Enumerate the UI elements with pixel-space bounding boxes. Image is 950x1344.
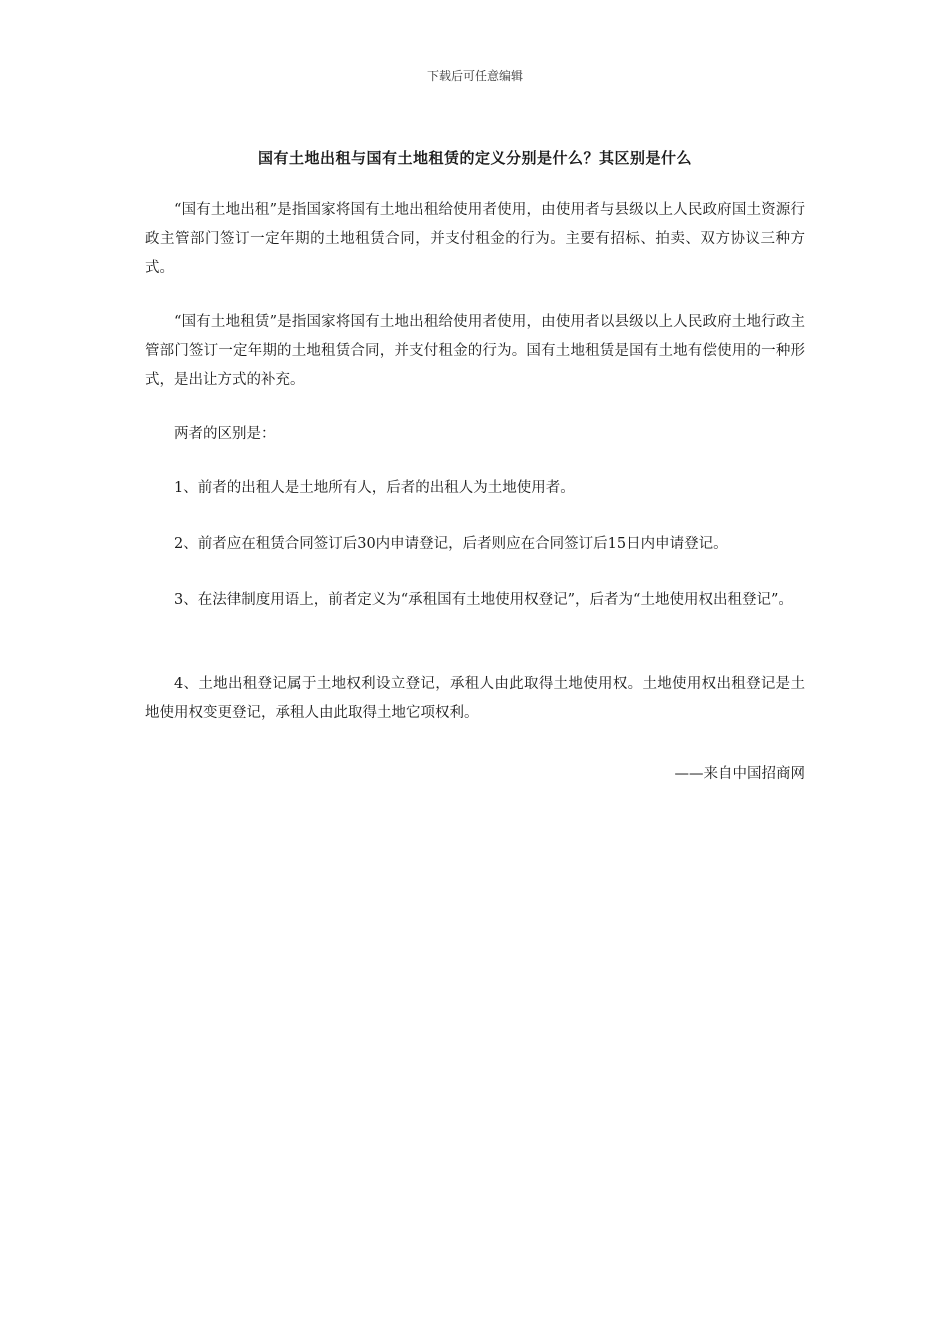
document-title: 国有土地出租与国有土地租赁的定义分别是什么？其区别是什么 [257,149,692,167]
paragraph-land-rental-definition: “国有土地出租”是指国家将国有土地出租给使用者使用，由使用者与县级以上人民政府国土资源行政主管部门签订一定年期的土地租赁合同，并支付租金的行为。主要有招标、拍卖、双方协议三种方式。 [145,202,805,276]
header-note: 下载后可任意编辑 [426,69,523,83]
paragraph-land-lease-definition: “国有土地租赁”是指国家将国有土地出租给使用者使用，由使用者以县级以上人民政府土地行政主管部门签订一定年期的土地租赁合同，并支付租金的行为。国有土地租赁是国有土地有偿使用的一种形式，是出让方式的补充。 [145,314,805,388]
paragraph-difference-1: 1、前者的出租人是土地所有人，后者的出租人为土地使用者。 [174,480,575,496]
paragraph-differences-intro: 两者的区别是： [174,426,276,442]
paragraph-difference-4: 4、土地出租登记属于土地权利设立登记，承租人由此取得土地使用权。土地使用权出租登记是土地使用权变更登记，承租人由此取得土地它项权利。 [145,676,805,721]
paragraph-difference-3: 3、在法律制度用语上，前者定义为“承租国有土地使用权登记”，后者为“土地使用权出租登记”。 [174,592,793,608]
paragraph-difference-2: 2、前者应在租赁合同签订后30内申请登记，后者则应在合同签订后15日内申请登记。 [174,536,728,552]
source-attribution: ——来自中国招商网 [674,766,805,782]
